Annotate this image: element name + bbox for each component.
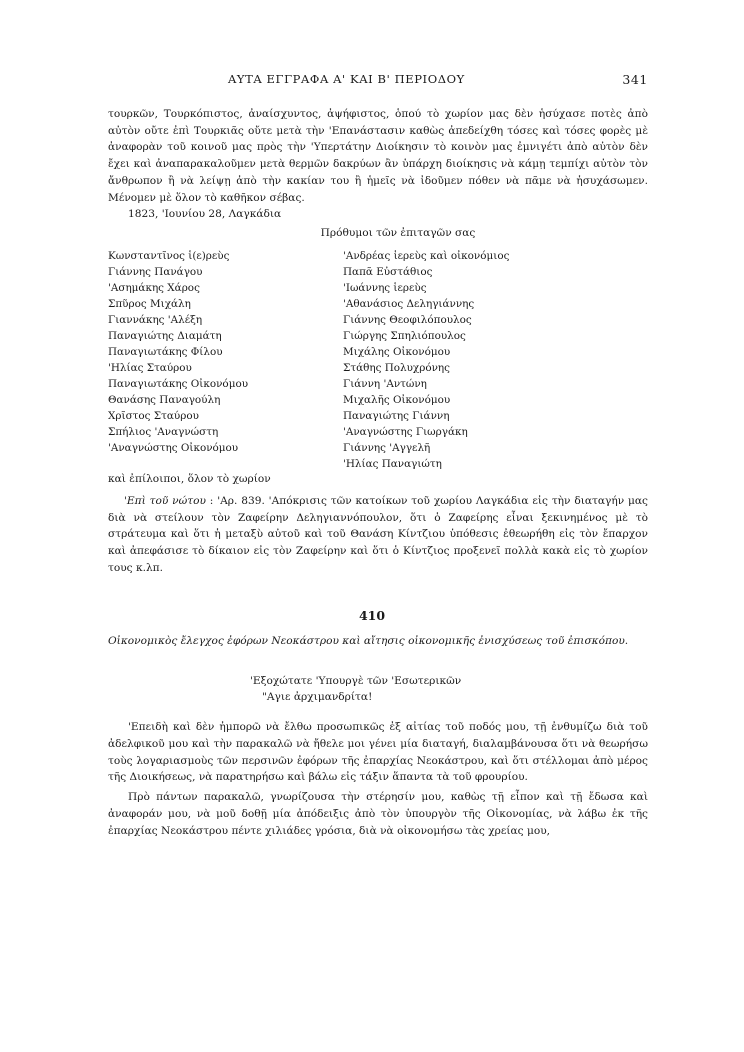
signatories-closing: καὶ ἐπίλοιποι, ὅλον τὸ χωρίον bbox=[108, 473, 271, 485]
signatory: 'Ανδρέας ἱερεὺς καὶ οἰκονόμιος bbox=[343, 250, 510, 262]
salutation-line-1: 'Εξοχώτατε 'Υπουργὲ τῶν 'Εσωτερικῶν bbox=[250, 675, 462, 687]
running-title: ΑΥΤΑ ΕΓΓΡΑΦΑ Α' ΚΑΙ Β' ΠΕΡΙΟΔΟΥ bbox=[228, 72, 465, 86]
salutation bbox=[250, 673, 550, 705]
signatory: Μιχαλῆς Οἰκονόμου bbox=[343, 394, 451, 406]
signatory: Σπήλιος 'Αναγνώστη bbox=[108, 426, 219, 438]
signatory: Μιχάλης Οἰκονόμου bbox=[343, 346, 451, 358]
body-paragraph: Πρὸ πάντων παρακαλῶ, γνωρίζουσα τὴν στέρησίν μου, καθὼς τῇ εἶπον καὶ τῇ ἔδωσα καὶ ἀναφοράν μου, νὰ μοῦ δοθῇ μία ἀπόδειξις ἀπὸ τὸν ὑπουργὸν τῆς Οἰκονομίας, νὰ λάβω ἐκ τῆς ἐπαρχίας Νεοκάστρου πέντε χιλιάδες γρόσια, διὰ νὰ οἰκονομήσω τὰς χρείας μου, bbox=[108, 791, 648, 837]
signatory: Παναγιωτάκης Οἰκονόμου bbox=[108, 378, 249, 390]
signatory: 'Αναγνώστης Οἰκονόμου bbox=[108, 442, 239, 454]
signatory: 'Ηλίας Σταύρου bbox=[108, 362, 192, 374]
verso-note bbox=[108, 493, 648, 577]
signatory: 'Ηλίας Παναγιώτη bbox=[343, 458, 442, 470]
letter-paragraph: τουρκῶν, Τουρκόπιστος, ἀναίσχυντος, ἀψήφιστος, ὁπού τὸ χωρίον μας δὲν ἡσύχασε ποτὲς ἀπὸ αὐτὸν οὔτε ἐπὶ Τουρκιᾶς οὔτε μετὰ τὴν 'Επανάστασιν καθὼς ἀπεδείχθη τόσες καὶ τόσες φορὲς μὲ ἀναφορὰν τοῦ κοινοῦ μας πρὸς τὴν 'Υπερτάτην Διοίκησιν τὸ κοινὸν μας ἐμνιγέτι ἀπὸ αὐτὸν δὲν ἔχει καὶ ἀναπαρακαλοῦμεν μετὰ θερμῶν δακρύων ἂν ὑπάρχη διοίκησις νὰ κάμῃ τεμπίχι αὐτὸν τὸν ἄνθρωπον ἢ νὰ λείψῃ ἀπὸ τὴν κακίαν του ἢ ἡμεῖς νὰ ἰδοῦμεν πόθεν νὰ πᾶμε νὰ ἡσυχάσωμεν. Μένομεν μὲ ὅλον τὸ καθῆκον σέβας. bbox=[108, 108, 648, 204]
signatory: Θανάσης Παναγούλη bbox=[108, 394, 221, 406]
signatory: Γιάννης Θεοφιλόπουλος bbox=[343, 314, 472, 326]
signatory: Παναγιώτης Διαμάτη bbox=[108, 330, 222, 342]
salutation-line-2: "Αγιε ἀρχιμανδρίτα! bbox=[262, 691, 373, 703]
page-number: 341 bbox=[622, 72, 648, 87]
signatory: Γιαννάκης 'Αλέξη bbox=[108, 314, 203, 326]
signatory: 'Αθανάσιος Δεληγιάννης bbox=[343, 298, 475, 310]
signoff: Πρόθυμοι τῶν ἐπιταγῶν σας bbox=[320, 226, 476, 239]
document-number: 410 bbox=[358, 608, 386, 623]
signatory: Παπᾶ Εὐστάθιος bbox=[343, 266, 433, 278]
date-line: 1823, 'Ιουνίου 28, Λαγκάδια bbox=[128, 208, 282, 221]
signatory: Στάθης Πολυχρόνης bbox=[343, 362, 450, 374]
signatory: 'Ιωάννης ἱερεὺς bbox=[343, 282, 427, 294]
document-heading: Οἰκονομικὸς ἔλεγχος ἐφόρων Νεοκάστρου καὶ αἴτησις οἰκονομικῆς ἐνισχύσεως τοῦ ἐπισκόπου. bbox=[108, 635, 629, 647]
signatory: Χρῖστος Σταύρου bbox=[108, 410, 199, 422]
document-body bbox=[108, 719, 648, 843]
letter-end bbox=[108, 106, 648, 244]
signatory: Κωνσταντῖνος ἱ(ε)ρεὺς bbox=[108, 250, 230, 262]
signatory: Γιάννη 'Αντώνη bbox=[343, 378, 427, 390]
body-paragraph: 'Επειδὴ καὶ δὲν ἠμπορῶ νὰ ἔλθω προσωπικῶς ἐξ αἰτίας τοῦ ποδός μου, τῇ ἐνθυμίζω διὰ τοῦ ἀδελφικοῦ μου καὶ τὴν παρακαλῶ νὰ ἤθελε μοι γένει μία διαταγή, διαλαμβάνουσα ὅτι νὰ θεωρήσω τοὺς λογαριασμοὺς τῶν περσινῶν ἐφόρων τῆς ἐπαρχίας Νεοκάστρου, καὶ ὅτι στέλλομαι ἀπὸ μέρος τῆς Διοικήσεως, νὰ παρατηρήσω καὶ βάλω εἰς τάξιν ἅπαντα τὰ τοῦ φρουρίου. bbox=[108, 721, 648, 784]
signatory: 'Ασημάκης Χάρος bbox=[108, 282, 200, 294]
signatory: Παναγιωτάκης Φίλου bbox=[108, 346, 223, 358]
signatory: Γιάννης Πανάγου bbox=[108, 266, 203, 278]
signatory: 'Αναγνώστης Γιωργάκη bbox=[343, 426, 468, 438]
signatory: Σπῦρος Μιχάλη bbox=[108, 298, 191, 310]
verso-text: : 'Αρ. 839. 'Απόκρισις τῶν κατοίκων τοῦ χωρίου Λαγκάδια εἰς τὴν διαταγήν μας διὰ νὰ στείλουν τὸν Ζαφείρην Δεληγιαννόπουλον, ὅτι ὁ Ζαφείρης εἶναι ξεκινημένος μὲ τὸ στράτευμα καὶ ὅτι ἡ μεταξὺ αὐτοῦ καὶ τοῦ Θανάση Κίντζιου ὑπόθεσις ἐθεωρήθη εἰς τὸν ἔπαρχον καὶ ἀπεφάσισε τὸ δίκαιον εἰς τὸν Ζαφείρην καὶ ὅτι ὁ Κίντζιος προξενεῖ πολλὰ κακὰ εἰς τὸ χωρίον τους κ.λπ. bbox=[108, 495, 648, 574]
signatory: Γιώργης Σπηλιόπουλος bbox=[343, 330, 466, 342]
signatory: Παναγιώτης Γιάννη bbox=[343, 410, 450, 422]
signatories-left bbox=[108, 248, 338, 456]
signatories-right bbox=[343, 248, 643, 472]
verso-label: 'Επὶ τοῦ νώτου bbox=[124, 495, 206, 507]
signatory: Γιάννης 'Αγγελῆ bbox=[343, 442, 431, 454]
